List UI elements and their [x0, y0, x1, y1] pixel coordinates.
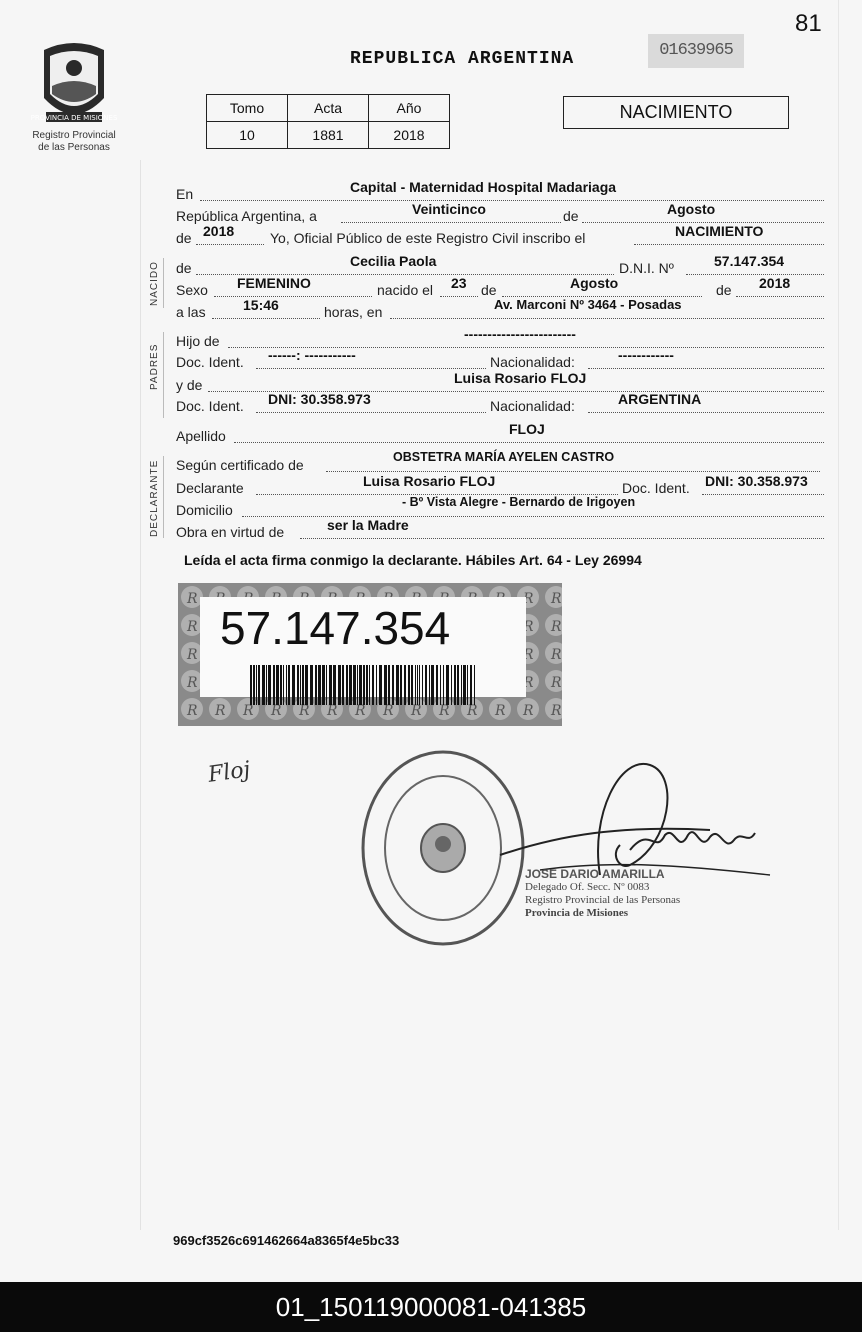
row-surname: Apellido FLOJ	[176, 428, 824, 448]
mother-doc-value: DNI: 30.358.973	[268, 391, 371, 407]
row-address: Domicilio - Bº Vista Alegre - Bernardo de Irigoyen	[176, 502, 824, 522]
logo-caption: Registro Provincial de las Personas	[32, 130, 116, 153]
handwritten-signature-floj: Floj	[206, 757, 252, 788]
official-block: JOSE DARIO AMARILLA Delegado Of. Secc. Nº 0083 Registro Provincial de las Personas Provincia de Misiones	[525, 867, 681, 919]
father-value: ------------------------	[464, 326, 576, 342]
dni-stamp-number: 57.147.354	[220, 602, 451, 654]
act-type-box: NACIMIENTO	[563, 96, 789, 129]
birth-month-value: Agosto	[570, 275, 619, 291]
row-capacity: Obra en virtud de ser la Madre	[176, 524, 824, 544]
document-hash: 969cf3526c691462664a8365f4e5bc33	[173, 1233, 400, 1248]
page-number: 81	[795, 10, 822, 37]
certificate-value: OBSTETRA MARÍA AYELEN CASTRO	[393, 450, 615, 464]
row-place: En Capital - Maternidad Hospital Madariaga	[176, 186, 824, 206]
row-date: República Argentina, a Veinticinco de Agosto	[176, 208, 824, 228]
row-mother-doc: Doc. Ident. DNI: 30.358.973 Nacionalidad: ARGENTINA	[176, 398, 824, 418]
row-time-place: a las 15:46 horas, en Av. Marconi Nº 3464 - Posadas	[176, 304, 824, 324]
serial-number: 01639965	[648, 34, 744, 68]
margin-line-right	[838, 0, 839, 1230]
footer-id: 01_150119000081-041385	[0, 1282, 862, 1332]
table-header: Tomo	[207, 95, 288, 122]
table-cell: 2018	[369, 122, 450, 149]
table-cell: 10	[207, 122, 288, 149]
declarant-value: Luisa Rosario FLOJ	[363, 473, 496, 489]
official-signature	[480, 755, 780, 885]
declarant-doc-value: DNI: 30.358.973	[705, 473, 808, 489]
table-header: Acta	[288, 95, 369, 122]
section-label-padres: PADRES	[149, 343, 160, 390]
table-cell: 1881	[288, 122, 369, 149]
father-doc-value: ------: -----------	[268, 347, 356, 363]
inscription-type-value: NACIMIENTO	[675, 223, 764, 239]
row-year: de 2018 Yo, Oficial Público de este Registro Civil inscribo el NACIMIENTO	[176, 230, 824, 250]
day-words-value: Veinticinco	[412, 201, 486, 217]
surname-value: FLOJ	[509, 421, 545, 437]
birth-day-value: 23	[451, 275, 467, 291]
place-value: Capital - Maternidad Hospital Madariaga	[350, 179, 617, 195]
row-declarant: Declarante Luisa Rosario FLOJ Doc. Ident. DNI: 30.358.973	[176, 480, 824, 500]
mother-nationality-value: ARGENTINA	[618, 391, 702, 407]
section-label-nacido: NACIDO	[149, 261, 160, 306]
capacity-value: ser la Madre	[327, 517, 409, 533]
sex-value: FEMENINO	[237, 275, 311, 291]
row-name: de Cecilia Paola D.N.I. Nº 57.147.354	[176, 260, 824, 280]
mother-value: Luisa Rosario FLOJ	[454, 370, 587, 386]
section-label-declarante: DECLARANTE	[149, 459, 160, 537]
row-sex: Sexo FEMENINO nacido el 23 de Agosto de 2018	[176, 282, 824, 302]
time-value: 15:46	[243, 297, 279, 313]
month-value: Agosto	[667, 201, 716, 217]
document-title: REPUBLICA ARGENTINA	[350, 49, 575, 69]
birth-year-value: 2018	[759, 275, 791, 291]
book-reference-table	[206, 94, 450, 149]
father-nationality-value: ------------	[618, 347, 674, 363]
dni-stamp	[178, 583, 562, 726]
row-certificate: Según certificado de OBSTETRA MARÍA AYELEN CASTRO	[176, 457, 824, 477]
dni-value: 57.147.354	[714, 253, 785, 269]
row-father-doc: Doc. Ident. ------: ----------- Nacionalidad: ------------	[176, 354, 824, 374]
barcode	[250, 665, 480, 705]
birth-place-value: Av. Marconi Nº 3464 - Posadas	[494, 297, 682, 312]
province-shield-logo	[30, 38, 118, 128]
row-mother: y de Luisa Rosario FLOJ	[176, 377, 824, 397]
name-value: Cecilia Paola	[350, 253, 437, 269]
margin-line	[140, 160, 141, 1230]
table-header: Año	[369, 95, 450, 122]
year-value: 2018	[203, 223, 235, 239]
closing-statement: Leída el acta firma conmigo la declarante. Hábiles Art. 64 - Ley 26994	[184, 552, 642, 568]
svg-text:PROVINCIA DE MISIONES: PROVINCIA DE MISIONES	[30, 114, 118, 122]
row-father: Hijo de ------------------------	[176, 333, 824, 353]
address-value: - Bº Vista Alegre - Bernardo de Irigoyen	[402, 495, 636, 509]
